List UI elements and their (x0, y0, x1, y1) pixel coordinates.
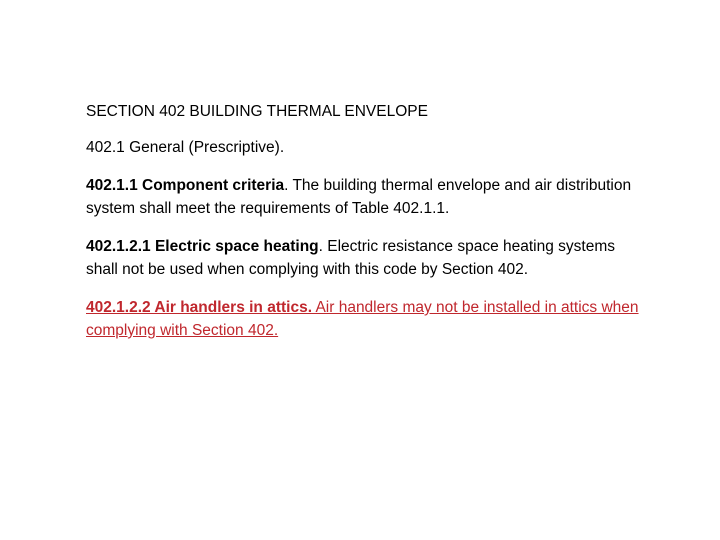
general-paragraph: 402.1 General (Prescriptive). (86, 139, 285, 156)
air-handlers-title: 402.1.2.2 Air handlers in attics. (86, 299, 312, 316)
electric-space-heating-title: 402.1.2.1 Electric space heating (86, 238, 319, 255)
component-criteria-title: 402.1.1 Component criteria (86, 177, 285, 194)
section-heading: SECTION 402 BUILDING THERMAL ENVELOPE (86, 103, 428, 120)
document-body (86, 100, 646, 342)
electric-space-heating-text: . Electric resistance space heating systems shall not be used when complying with this code by Section 402. (86, 238, 615, 278)
electric-space-heating-paragraph (86, 235, 646, 281)
component-criteria-text: . The building thermal envelope and air distribution system shall meet the requirements of Table 402.1.1. (86, 177, 632, 217)
air-handlers-paragraph (86, 296, 646, 342)
component-criteria-paragraph (86, 174, 646, 220)
air-handlers-text: Air handlers may not be installed in attics when complying with Section 402. (86, 299, 639, 339)
